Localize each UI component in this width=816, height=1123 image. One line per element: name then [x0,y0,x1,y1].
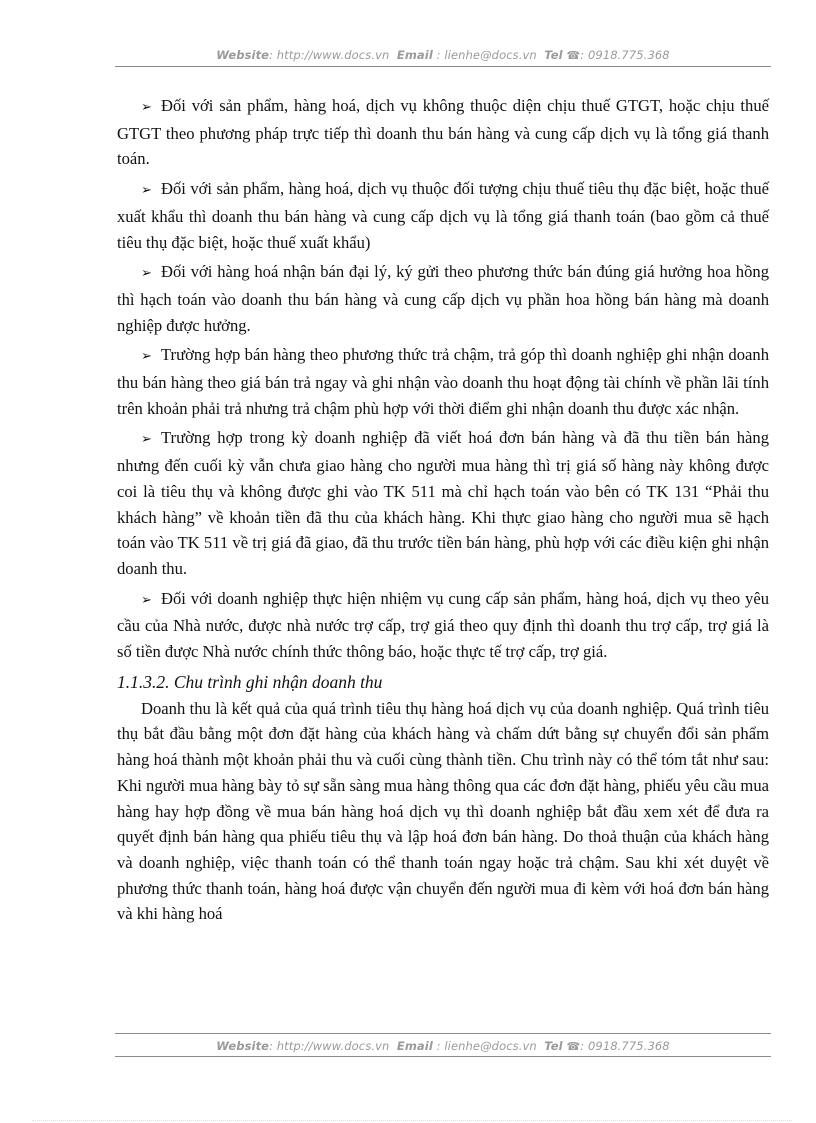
section-heading: 1.1.3.2. Chu trình ghi nhận doanh thu [117,671,383,692]
phone-icon: ☎ [566,1040,581,1053]
bullet-text: Trường hợp trong kỳ doanh nghiệp đã viết hoá đơn bán hàng và đã thu tiền bán hàng nhưng đến cuối kỳ vẫn chưa giao hàng cho người mua hàng thì trị giá số hàng này không được coi là tiêu thụ và không được ghi vào TK 511 mà chỉ hạch toán vào bên có TK 131 “Phải thu khách hàng” về khoản tiền đã thu của khách hàng. Khi thực giao hàng cho người mua sẽ hạch toán vào TK 511 về trị giá đã giao, đã thu trước tiền bán hàng, phù hợp với các điều kiện ghi nhận doanh thu. [117,428,769,578]
header-rule [115,66,771,67]
bullet-text: Trường hợp bán hàng theo phương thức trả chậm, trả góp thì doanh nghiệp ghi nhận doanh thu bán hàng theo giá bán trả ngay và ghi nhận vào doanh thu hoạt động tài chính về phần lãi tính trên khoản phải trả nhưng trả chậm phù hợp với thời điểm ghi nhận doanh thu được xác nhận. [117,345,769,418]
footer-website-label: Website [216,1039,270,1053]
bullet-item [117,176,769,255]
arrow-bullet-icon: ➢ [141,100,152,115]
page-footer [115,1039,771,1053]
bullet-item [117,425,769,581]
bullet-item [117,342,769,421]
page-edge-divider [32,1120,792,1121]
header-website: : http://www.docs.vn [269,48,390,62]
footer-email-label: Email [396,1039,433,1053]
bullet-item [117,93,769,172]
header-tel-label: Tel [544,48,563,62]
bullet-item [117,586,769,665]
footer-rule [115,1033,771,1034]
arrow-bullet-icon: ➢ [141,592,152,608]
bullet-item [117,259,769,338]
header-email: : lienhe@docs.vn [436,48,537,62]
arrow-bullet-icon: ➢ [141,432,152,448]
phone-icon: ☎ [566,49,581,62]
header-website-label: Website [216,48,270,62]
footer-tel-label: Tel [544,1039,563,1053]
bullet-text: Đối với sản phẩm, hàng hoá, dịch vụ không thuộc diện chịu thuế GTGT, hoặc chịu thuế GTGT theo phương pháp trực tiếp thì doanh thu bán hàng và cung cấp dịch vụ là tổng giá thanh toán. [117,96,769,169]
page-header [115,48,771,62]
bullet-text: Đối với doanh nghiệp thực hiện nhiệm vụ cung cấp sản phẩm, hàng hoá, dịch vụ theo yêu cầu của Nhà nước, được nhà nước trợ cấp, trợ giá theo quy định thì doanh thu trợ cấp, trợ giá là số tiền được Nhà nước chính thức thông báo, hoặc thực tế trợ cấp, trợ giá. [117,588,769,662]
footer-email: : lienhe@docs.vn [436,1039,537,1053]
header-email-label: Email [396,48,433,62]
arrow-bullet-icon: ➢ [141,266,152,282]
body-paragraph: Doanh thu là kết quả của quá trình tiêu thụ hàng hoá dịch vụ của doanh nghiệp. Quá trình tiêu thụ bắt đầu bằng một đơn đặt hàng của khách hàng và chấm dứt bằng sự chuyển đổi sản phẩm hàng hoá thành một khoản phải thu và cuối cùng thành tiền. Chu trình này có thể tóm tắt như sau: Khi người mua hàng bày tỏ sự sẵn sàng mua hàng thông qua các đơn đặt hàng, phiếu yêu cầu mua hàng hay hợp đồng về mua bán hàng hoá dịch vụ thì doanh nghiệp bắt đầu xem xét để đưa ra quyết định bán hàng qua phiếu tiêu thụ và lập hoá đơn bán hàng. Do thoả thuận của khách hàng và doanh nghiệp, việc thanh toán có thể thanh toán ngay hoặc trả chậm. Sau khi xét duyệt về phương thức thanh toán, hàng hoá được vận chuyển đến người mua đi kèm với hoá đơn bán hàng và khi hàng hoá [117,698,769,924]
bullet-text: Đối với hàng hoá nhận bán đại lý, ký gửi theo phương thức bán đúng giá hưởng hoa hồng thì hạch toán vào doanh thu bán hàng và cung cấp dịch vụ phần hoa hồng bán hàng mà doanh nghiệp được hưởng. [117,262,769,335]
footer-tel: : 0918.775.368 [580,1039,670,1053]
footer-website: : http://www.docs.vn [269,1039,390,1053]
arrow-bullet-icon: ➢ [141,183,152,199]
document-body [117,93,769,927]
footer-bottom-rule [115,1056,771,1057]
arrow-bullet-icon: ➢ [141,349,152,365]
bullet-text: Đối với sản phẩm, hàng hoá, dịch vụ thuộc đối tượng chịu thuế tiêu thụ đặc biệt, hoặc thuế xuất khẩu thì doanh thu bán hàng và cung cấp dịch vụ là tổng giá thanh toán (bao gồm cả thuế tiêu thụ đặc biệt, hoặc thuế xuất khẩu) [117,179,769,252]
header-tel: : 0918.775.368 [580,48,670,62]
